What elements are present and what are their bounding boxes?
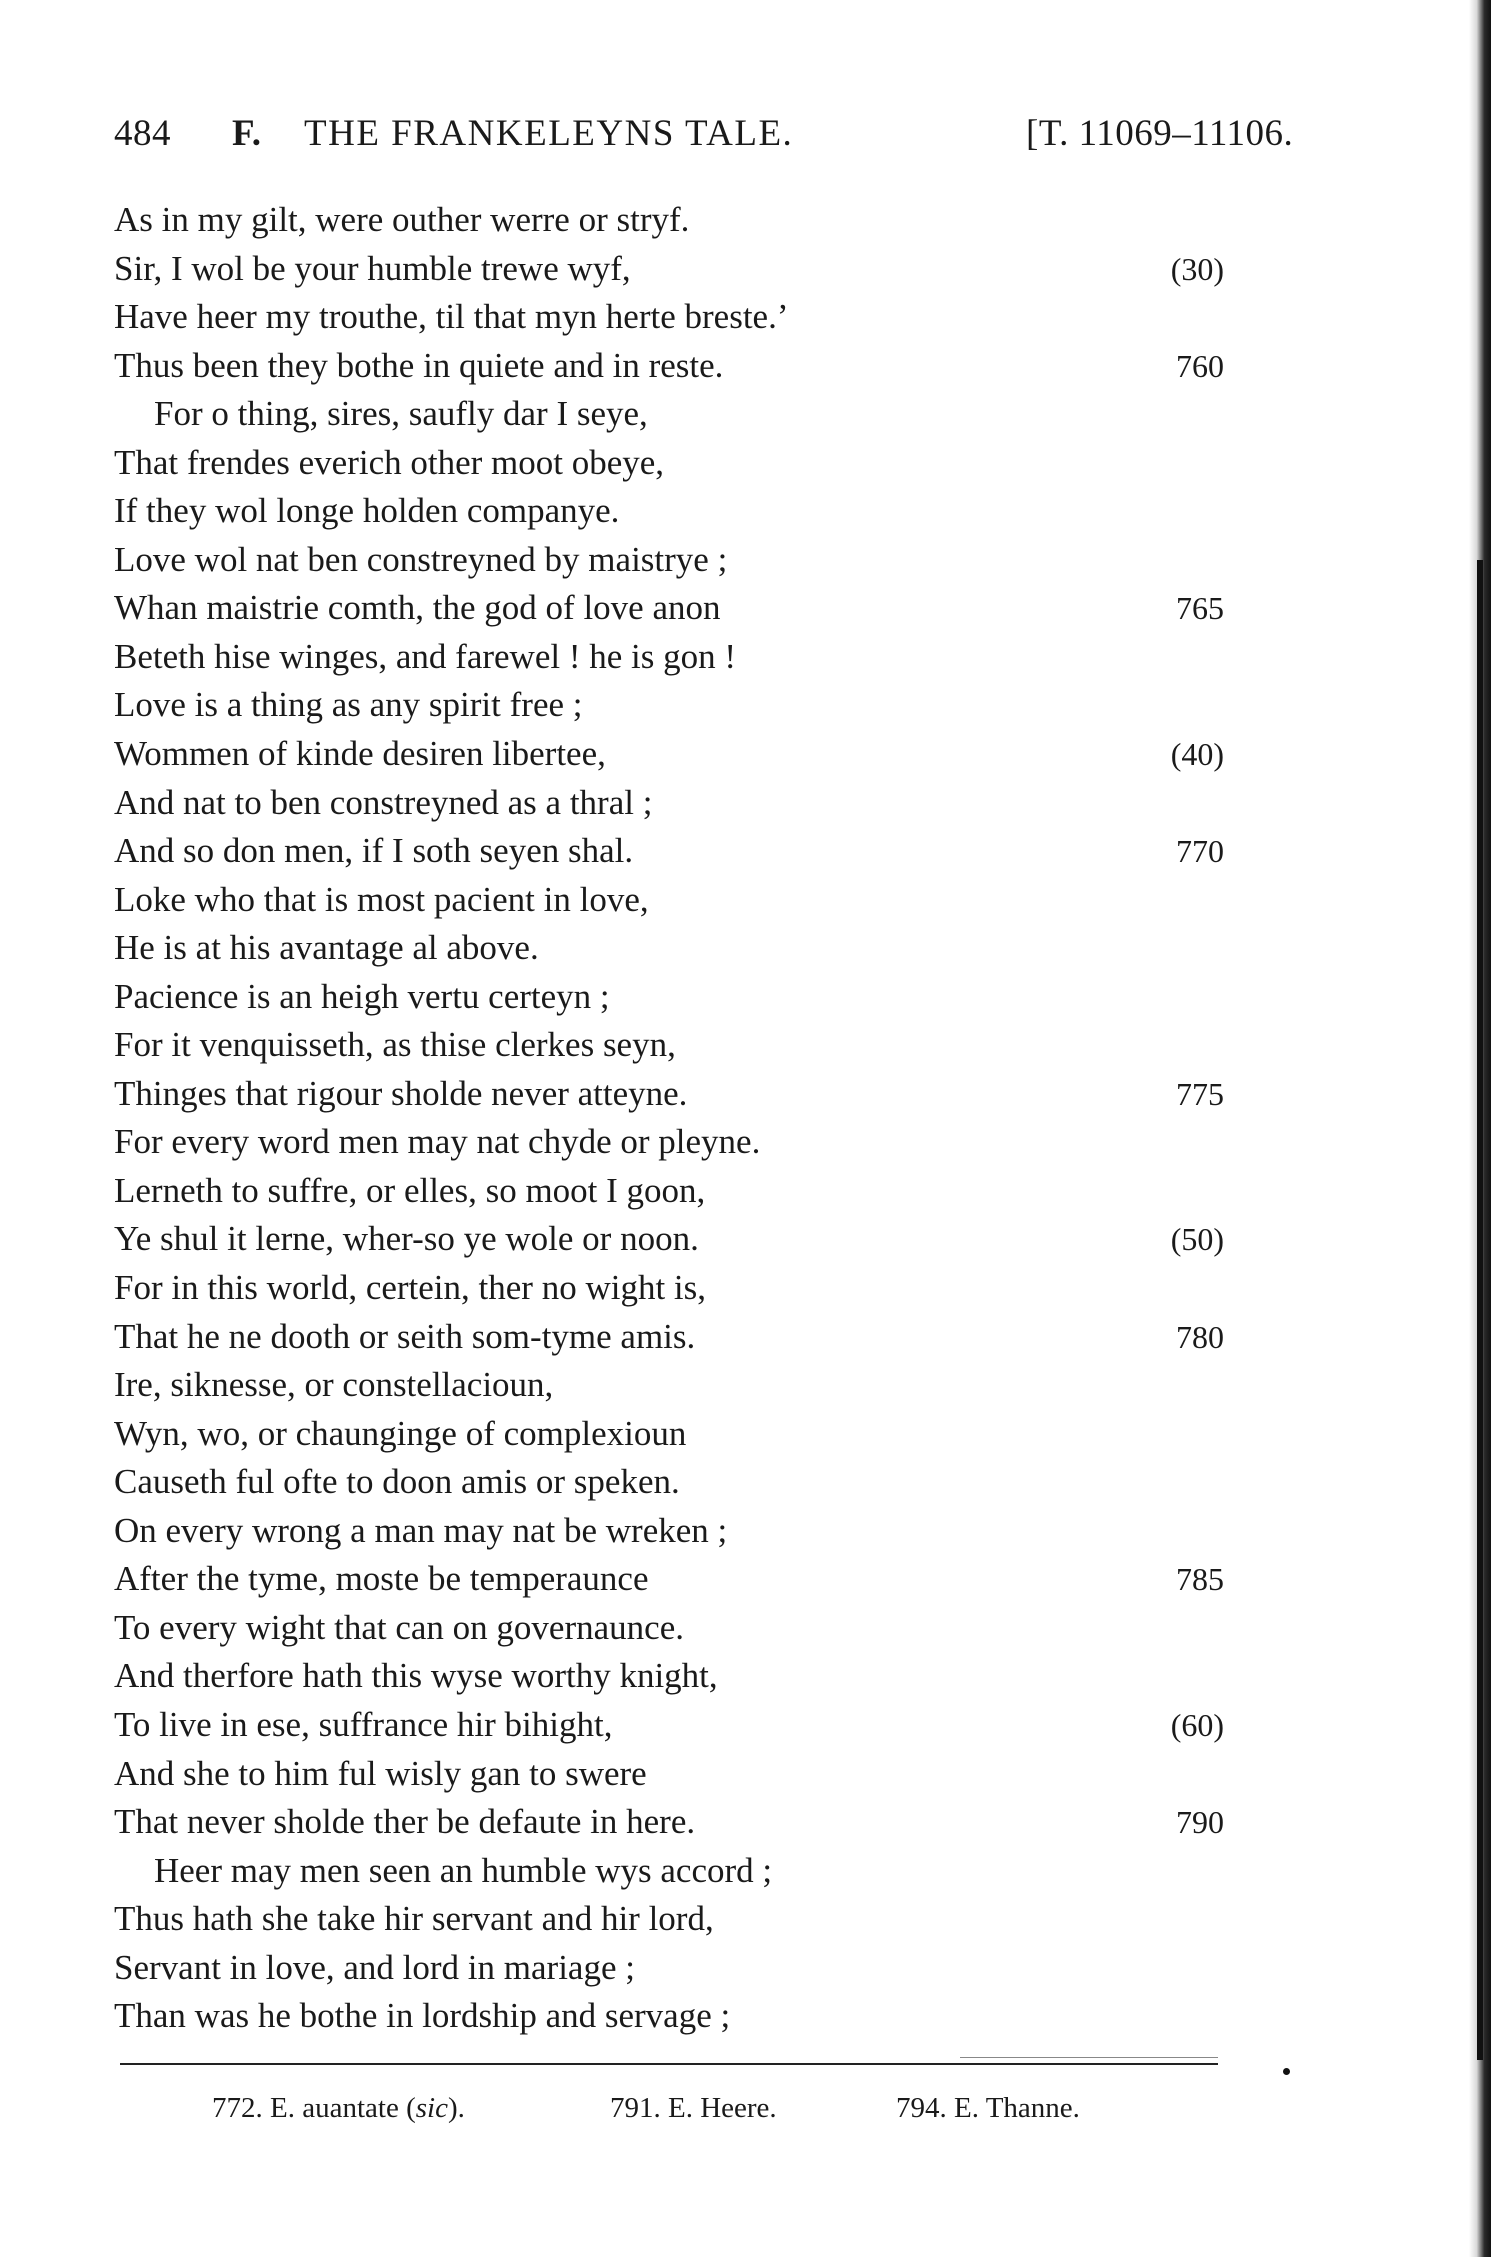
- verse-text: Thus been they bothe in quiete and in reste.: [114, 345, 724, 385]
- line-range: [T. 11069–11106.: [1026, 113, 1294, 154]
- running-title: THE FRANKELEYNS TALE.: [304, 113, 794, 154]
- verse-line: [114, 1313, 1224, 1362]
- verse-line: [114, 584, 1224, 633]
- verse-text: Servant in love, and lord in mariage ;: [114, 1947, 635, 1987]
- verse-text: To live in ese, suffrance hir bihight,: [114, 1704, 613, 1744]
- verse-text: That frendes everich other moot obeye,: [114, 442, 665, 482]
- verse-line: [114, 1507, 1224, 1556]
- verse-line: [114, 633, 1224, 682]
- verse-line: [114, 342, 1224, 391]
- verse-line: [114, 779, 1224, 828]
- footnote-772: 772. E. auantate (sic).: [212, 2092, 465, 2124]
- verse-text: For it venquisseth, as thise clerkes seyn,: [114, 1025, 676, 1065]
- verse-text: Wommen of kinde desiren libertee,: [114, 734, 606, 774]
- verse-line: [114, 827, 1224, 876]
- verse-text: If they wol longe holden companye.: [114, 491, 620, 531]
- footnote-791: 791. E. Heere.: [610, 2092, 777, 2124]
- verse-line: [114, 973, 1224, 1022]
- verse-text: On every wrong a man may nat be wreken ;: [114, 1510, 728, 1550]
- line-number: 780: [1176, 1318, 1224, 1355]
- verse-text: Lerneth to suffre, or elles, so moot I goon,: [114, 1170, 706, 1210]
- verse-text: Causeth ful ofte to doon amis or speken.: [114, 1462, 680, 1502]
- verse-text: After the tyme, moste be temperaunce: [114, 1559, 649, 1599]
- verse-line: [114, 1944, 1224, 1993]
- verse-text: Thinges that rigour sholde never atteyne.: [114, 1073, 688, 1113]
- verse-line: [114, 1021, 1224, 1070]
- verse-text: That he ne dooth or seith som-tyme amis.: [114, 1316, 696, 1356]
- running-header: [114, 112, 1294, 162]
- verse-line: [114, 487, 1224, 536]
- verse-line: [114, 439, 1224, 488]
- verse-line: [114, 1992, 1224, 2041]
- verse-text: And nat to ben constreyned as a thral ;: [114, 782, 653, 822]
- verse-text: He is at his avantage al above.: [114, 928, 539, 968]
- verse-text: Beteth hise winges, and farewel ! he is gon !: [114, 636, 737, 676]
- verse-line: [114, 924, 1224, 973]
- ink-speck: [1283, 2068, 1290, 2075]
- line-number: 760: [1176, 347, 1224, 384]
- verse-line: [114, 681, 1224, 730]
- line-number: 775: [1176, 1075, 1224, 1112]
- verse-line: [114, 1701, 1224, 1750]
- verse-line: [114, 1555, 1224, 1604]
- verse-text: And therfore hath this wyse worthy knight,: [114, 1656, 718, 1696]
- verse-line: [114, 1167, 1224, 1216]
- footnotes: [120, 2092, 1218, 2132]
- line-number: (50): [1170, 1221, 1224, 1258]
- page-number: 484: [114, 113, 171, 154]
- verse-line: [114, 1070, 1224, 1119]
- section-letter: F.: [232, 113, 262, 154]
- line-number: (60): [1170, 1706, 1224, 1743]
- footnote-rule-faint: [960, 2057, 1218, 2058]
- line-number: 770: [1176, 833, 1224, 870]
- verse-line: [114, 245, 1224, 294]
- verse-text: Love is a thing as any spirit free ;: [114, 685, 583, 725]
- verse-text: That never sholde ther be defaute in here.: [114, 1802, 696, 1842]
- line-number: 765: [1176, 590, 1224, 627]
- verse-text: For o thing, sires, saufly dar I seye,: [154, 394, 648, 434]
- footnote-794: 794. E. Thanne.: [896, 2092, 1080, 2124]
- verse-text: Sir, I wol be your humble trewe wyf,: [114, 248, 631, 288]
- verse-line: [114, 1895, 1224, 1944]
- verse-line: [114, 1652, 1224, 1701]
- verse-line: [114, 1604, 1224, 1653]
- verse-text: To every wight that can on governaunce.: [114, 1607, 684, 1647]
- line-number: (40): [1170, 736, 1224, 773]
- footnote-rule: [120, 2063, 1218, 2065]
- verse-text: Whan maistrie comth, the god of love anon: [114, 588, 721, 628]
- verse-text: Pacience is an heigh vertu certeyn ;: [114, 976, 610, 1016]
- verse-line: [114, 390, 1224, 439]
- verse-text: Love wol nat ben constreyned by maistrye ;: [114, 539, 728, 579]
- line-number: (30): [1170, 250, 1224, 287]
- verse-text: Thus hath she take hir servant and hir lord,: [114, 1899, 714, 1939]
- verse-line: [114, 730, 1224, 779]
- verse-text: Ye shul it lerne, wher-so ye wole or noon.: [114, 1219, 699, 1259]
- verse-line: [114, 1458, 1224, 1507]
- verse-line: [114, 536, 1224, 585]
- verse-text: Have heer my trouthe, til that myn herte breste.’: [114, 297, 789, 337]
- line-number: 785: [1176, 1561, 1224, 1598]
- verse-text: Ire, siknesse, or constellacioun,: [114, 1365, 554, 1405]
- verse-line: [114, 876, 1224, 925]
- verse-line: [114, 1798, 1224, 1847]
- poem-text: [114, 196, 1224, 2041]
- verse-line: [114, 1410, 1224, 1459]
- verse-text: And she to him ful wisly gan to swere: [114, 1753, 647, 1793]
- verse-text: Loke who that is most pacient in love,: [114, 879, 649, 919]
- verse-line: [114, 1847, 1224, 1896]
- verse-line: [114, 1264, 1224, 1313]
- verse-text: Wyn, wo, or chaunginge of complexioun: [114, 1413, 687, 1453]
- verse-text: Heer may men seen an humble wys accord ;: [154, 1850, 773, 1890]
- verse-line: [114, 293, 1224, 342]
- verse-line: [114, 1750, 1224, 1799]
- verse-text: And so don men, if I soth seyen shal.: [114, 831, 634, 871]
- verse-text: Than was he bothe in lordship and servage ;: [114, 1996, 731, 2036]
- verse-text: For every word men may nat chyde or pleyne.: [114, 1122, 761, 1162]
- verse-text: As in my gilt, were outher werre or stryf.: [114, 200, 690, 239]
- line-number: 790: [1176, 1804, 1224, 1841]
- verse-text: For in this world, certein, ther no wight is,: [114, 1268, 707, 1308]
- verse-line: [114, 196, 1224, 245]
- verse-line: [114, 1118, 1224, 1167]
- verse-line: [114, 1215, 1224, 1264]
- binding-edge: [1477, 560, 1483, 2060]
- verse-line: [114, 1361, 1224, 1410]
